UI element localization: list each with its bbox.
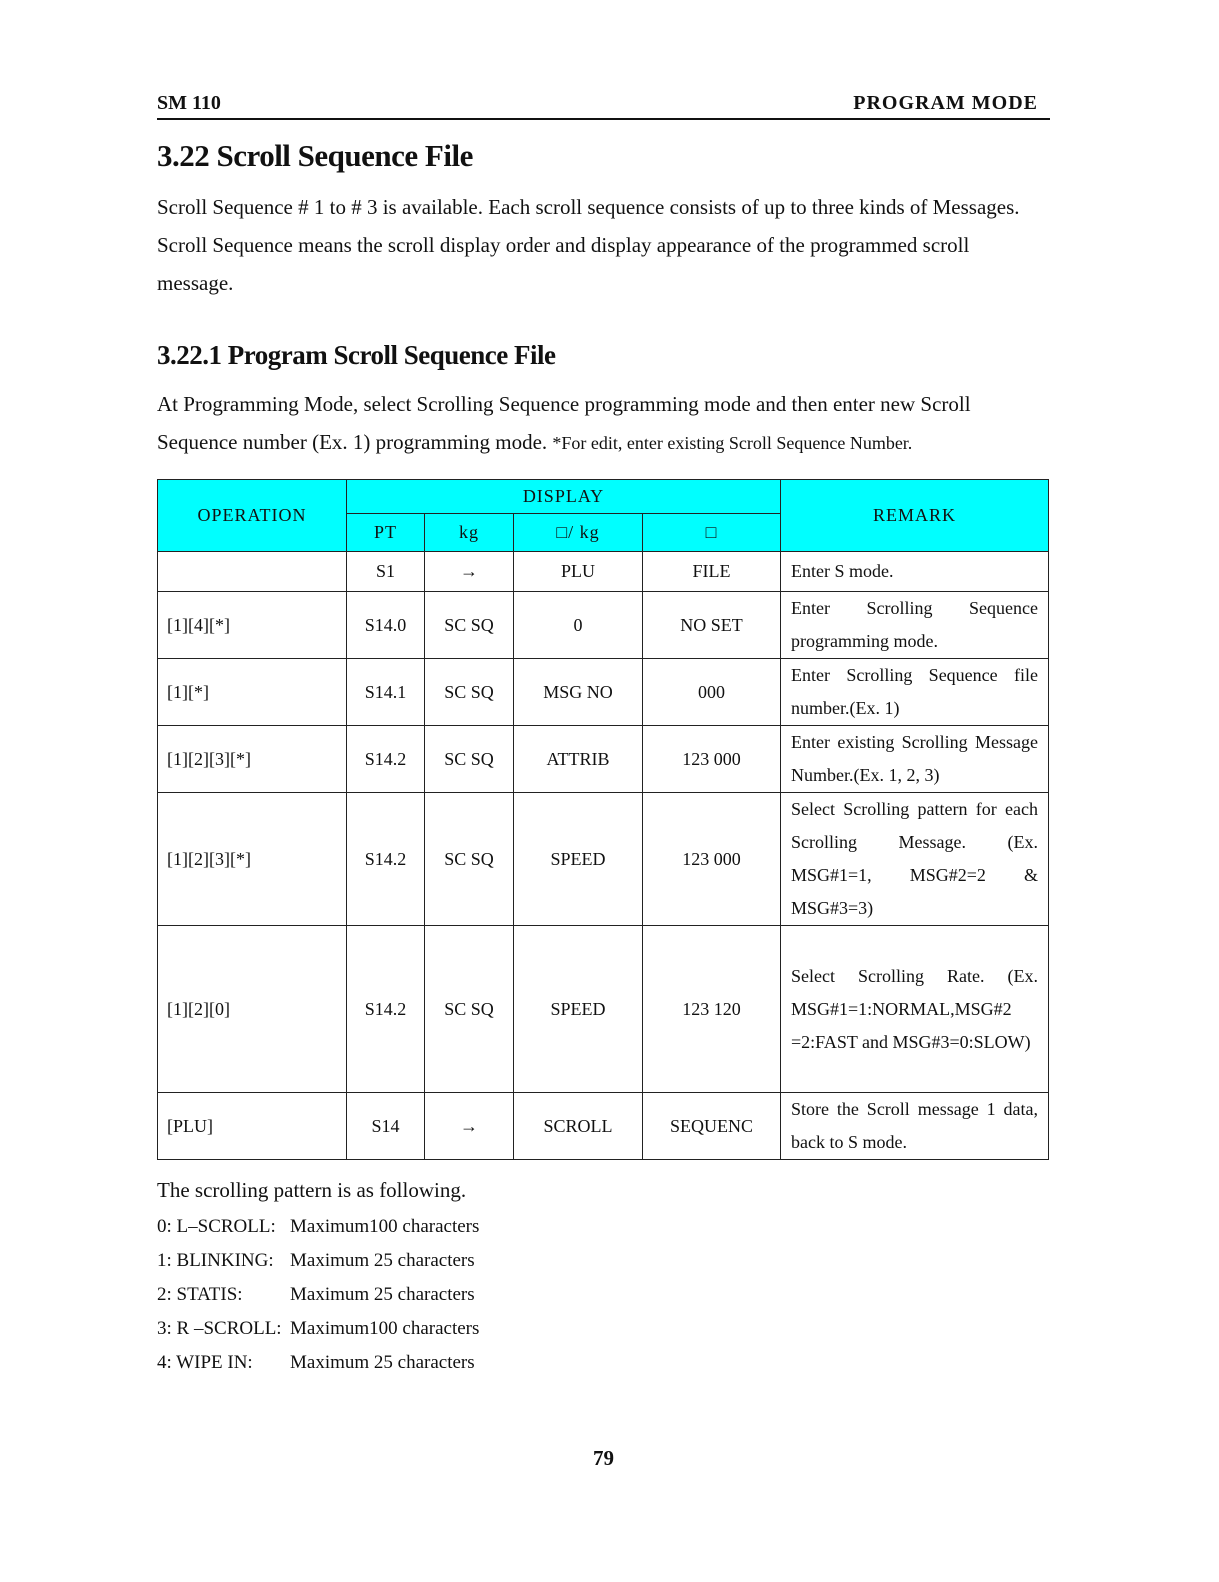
- col-kg: kg: [425, 514, 514, 552]
- cell-price: 123 120: [643, 926, 781, 1093]
- table-row: [158, 793, 1049, 926]
- pattern-item: [157, 1352, 475, 1374]
- cell-pt: S1: [347, 552, 425, 592]
- cell-operation: [PLU]: [158, 1093, 347, 1160]
- cell-price: NO SET: [643, 592, 781, 659]
- cell-price-per-kg: SCROLL: [514, 1093, 643, 1160]
- cell-pt: S14.2: [347, 726, 425, 793]
- cell-operation: [1][2][0]: [158, 926, 347, 1093]
- col-price-per-kg: □/ kg: [514, 514, 643, 552]
- cell-price-per-kg: 0: [514, 592, 643, 659]
- cell-kg: SC SQ: [425, 793, 514, 926]
- cell-operation: [1][2][3][*]: [158, 793, 347, 926]
- table-row: [158, 552, 1049, 592]
- table-row: [158, 659, 1049, 726]
- pattern-item: [157, 1284, 475, 1306]
- cell-remark: Select Scrolling pattern for each Scrolling Message. (Ex. MSG#1=1, MSG#2=2 & MSG#3=3): [781, 793, 1049, 926]
- col-display: DISPLAY: [347, 480, 781, 514]
- cell-price: 123 000: [643, 793, 781, 926]
- cell-price-per-kg: SPEED: [514, 926, 643, 1093]
- pattern-desc: Maximum 25 characters: [290, 1284, 475, 1305]
- page-number: 79: [593, 1446, 614, 1470]
- table-row: [158, 926, 1049, 1093]
- pattern-item: [157, 1318, 479, 1340]
- cell-operation: [1][4][*]: [158, 592, 347, 659]
- cell-pt: S14.2: [347, 926, 425, 1093]
- pattern-desc: Maximum 25 characters: [290, 1250, 475, 1271]
- pattern-key: 1: BLINKING:: [157, 1250, 274, 1271]
- cell-price-per-kg: MSG NO: [514, 659, 643, 726]
- col-pt: PT: [347, 514, 425, 552]
- pattern-desc: Maximum 25 characters: [290, 1352, 475, 1373]
- running-header: [157, 90, 1050, 120]
- operation-table: [157, 479, 1049, 1160]
- subsection-intro: [157, 385, 1050, 462]
- col-price: □: [643, 514, 781, 552]
- cell-price-per-kg: ATTRIB: [514, 726, 643, 793]
- pattern-item: [157, 1216, 479, 1238]
- pattern-key: 2: STATIS:: [157, 1284, 243, 1305]
- cell-kg: SC SQ: [425, 726, 514, 793]
- pattern-key: 0: L–SCROLL:: [157, 1216, 276, 1237]
- cell-price: SEQUENC: [643, 1093, 781, 1160]
- cell-pt: S14: [347, 1093, 425, 1160]
- cell-price: 000: [643, 659, 781, 726]
- cell-pt: S14.0: [347, 592, 425, 659]
- header-model: SM 110: [157, 92, 221, 114]
- cell-remark: Select Scrolling Rate. (Ex. MSG#1=1:NORMAL,MSG#2 =2:FAST and MSG#3=0:SLOW): [781, 926, 1049, 1093]
- col-operation: OPERATION: [158, 480, 347, 552]
- table-row: [158, 726, 1049, 793]
- pattern-item: [157, 1250, 475, 1272]
- cell-remark: Enter existing Scrolling Message Number.(Ex. 1, 2, 3): [781, 726, 1049, 793]
- cell-price-per-kg: PLU: [514, 552, 643, 592]
- cell-remark: Enter S mode.: [781, 552, 1049, 592]
- subsection-intro-note: *For edit, enter existing Scroll Sequence Number.: [552, 433, 913, 453]
- cell-operation: [1][*]: [158, 659, 347, 726]
- cell-price: FILE: [643, 552, 781, 592]
- cell-pt: S14.1: [347, 659, 425, 726]
- subsection-title: 3.22.1 Program Scroll Sequence File: [157, 340, 556, 370]
- table-row: [158, 592, 1049, 659]
- cell-operation: [1][2][3][*]: [158, 726, 347, 793]
- section-title: 3.22 Scroll Sequence File: [157, 138, 473, 173]
- cell-kg: →: [425, 1093, 514, 1160]
- cell-remark: Store the Scroll message 1 data, back to S mode.: [781, 1093, 1049, 1160]
- cell-kg: SC SQ: [425, 592, 514, 659]
- cell-remark: Enter Scrolling Sequence file number.(Ex. 1): [781, 659, 1049, 726]
- pattern-key: 3: R –SCROLL:: [157, 1318, 282, 1339]
- cell-kg: →: [425, 552, 514, 592]
- col-remark: REMARK: [781, 480, 1049, 552]
- cell-price-per-kg: SPEED: [514, 793, 643, 926]
- pattern-desc: Maximum100 characters: [290, 1318, 480, 1339]
- cell-kg: SC SQ: [425, 926, 514, 1093]
- cell-price: 123 000: [643, 726, 781, 793]
- header-section: PROGRAM MODE: [853, 92, 1038, 114]
- cell-pt: S14.2: [347, 793, 425, 926]
- subsection-intro-text: At Programming Mode, select Scrolling Sequence programming mode and then enter new Scroll Sequence number (Ex. 1) programming mode.: [157, 392, 971, 454]
- table-row: [158, 1093, 1049, 1160]
- pattern-desc: Maximum100 characters: [290, 1216, 480, 1237]
- section-intro: Scroll Sequence # 1 to # 3 is available. Each scroll sequence consists of up to three kinds of Messages. Scroll Sequence means the scroll display order and display appearance of the programmed scroll message.: [157, 195, 1020, 295]
- pattern-intro: The scrolling pattern is as following.: [157, 1178, 467, 1202]
- pattern-key: 4: WIPE IN:: [157, 1352, 253, 1373]
- cell-operation: [158, 552, 347, 592]
- cell-kg: SC SQ: [425, 659, 514, 726]
- cell-remark: Enter Scrolling Sequence programming mode.: [781, 592, 1049, 659]
